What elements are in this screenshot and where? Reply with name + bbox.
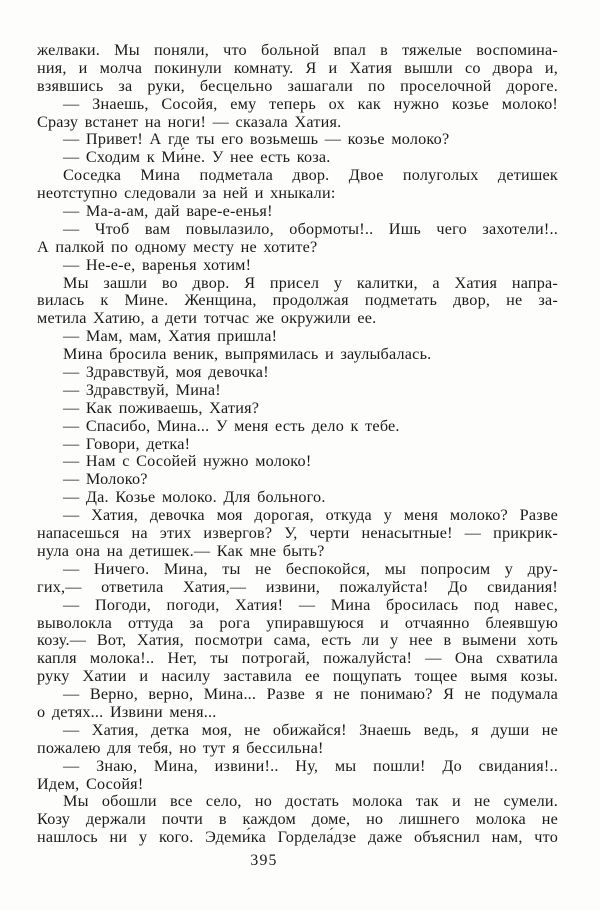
text-line: капля молока!.. Нет, ты потрогай, пожалуйста! — Она схватила: [37, 649, 558, 668]
text-line: взявшись за руки, бесцельно зашагали по проселочной дороге.: [37, 76, 558, 95]
text-line: — Привет! А где ты его возьмешь — козье молоко?: [63, 130, 450, 149]
text-line: — Знаю, Мина, извини!.. Ну, мы пошли! До свидания!..: [63, 756, 558, 775]
text-line: — Погоди, погоди, Хатия! — Мина бросилась под навес,: [63, 595, 558, 614]
text-line: — Здравствуй, моя девочка!: [63, 363, 269, 382]
text-line: — Говори, детка!: [63, 434, 191, 453]
page-text-column: [37, 42, 558, 847]
text-line: — Знаешь, Сосойя, ему теперь ох как нужно козье молоко!: [63, 94, 558, 113]
text-line: — Ничего. Мина, ты не беспокойся, мы попросим у дру-: [63, 559, 558, 578]
text-line: — Чтоб вам повылазило, обормоты!.. Ишь чего захотели!..: [63, 219, 558, 238]
text-line: неотступно следовали за ней и хныкали:: [37, 184, 336, 203]
page-number: 395: [250, 852, 278, 869]
text-line: — Да. Козье молоко. Для больного.: [63, 488, 326, 507]
text-line: Козу держали почти в каждом доме, но лишнего молока не: [37, 810, 558, 829]
text-line: выволокла оттуда за рога упиравшуюся и отчаянно блеявшую: [37, 613, 558, 632]
text-line: А палкой по одному месту не хотите?: [37, 237, 318, 256]
text-line: ния, и молча покинули комнату. Я и Хатия вышли со двора и,: [37, 58, 558, 77]
text-line: Идем, Сосойя!: [37, 774, 144, 793]
text-line: — Верно, верно, Мина... Разве я не понимаю? Я не подумала: [63, 685, 558, 704]
text-line: — Сходим к Ми́не. У нее есть коза.: [63, 148, 331, 167]
text-line: желваки. Мы поняли, что больной впал в тяжелые воспомина-: [37, 41, 558, 59]
text-line: Сразу встанет на ноги! — сказала Хатия.: [37, 112, 342, 131]
text-line: Мы обошли все село, но достать молока так и не сумели.: [63, 792, 558, 811]
text-line: гих,— ответила Хатия,— извини, пожалуйста! До свидания!: [37, 577, 558, 596]
text-line: Мы зашли во двор. Я присел у калитки, а Хатия напра-: [63, 273, 558, 292]
text-line: — Нам с Сосойей нужно молоко!: [63, 452, 312, 471]
text-line: нашлось ни у кого. Эдеми́ка Гордела́дзе даже объяснил нам, что: [37, 828, 558, 847]
text-line: пожалею для тебя, но тут я бессильна!: [37, 738, 324, 757]
text-line: вилась к Мине. Женщина, продолжая подметать двор, не за-: [37, 291, 558, 310]
text-line: — Молоко?: [63, 470, 148, 489]
text-line: — Хатия, детка моя, не обижайся! Знаешь ведь, я души не: [63, 720, 558, 739]
text-line: нула она на детишек.— Как мне быть?: [37, 541, 325, 560]
text-line: руку Хатии и насилу заставила ее пощупать тощее вымя козы.: [37, 667, 558, 686]
text-line: козу.— Вот, Хатия, посмотри сама, есть ли у нее в вымени хоть: [37, 631, 558, 650]
text-line: — Ма-а-ам, дай варе-е-енья!: [63, 202, 273, 221]
text-line: Соседка Мина подметала двор. Двое полуголых детишек: [63, 166, 558, 185]
text-line: — Мам, мам, Хатия пришла!: [63, 327, 278, 346]
text-line: метила Хатию, а дети тотчас же окружили ее.: [37, 309, 377, 328]
text-line: напасешься на этих извергов? У, черти ненасытные! — прикрик-: [37, 524, 558, 543]
text-line: — Как поживаешь, Хатия?: [63, 398, 260, 417]
text-line: о детях... Извини меня...: [37, 702, 217, 721]
text-line: — Здравствуй, Мина!: [63, 380, 221, 399]
text-line: Мина бросила веник, выпрямилась и заулыбалась.: [63, 345, 432, 364]
text-line: — Спасибо, Мина... У меня есть дело к тебе.: [63, 416, 400, 435]
text-line: — Не-е-е, варенья хотим!: [63, 255, 252, 274]
text-line: — Хатия, девочка моя дорогая, откуда у меня молоко? Разве: [63, 506, 558, 525]
